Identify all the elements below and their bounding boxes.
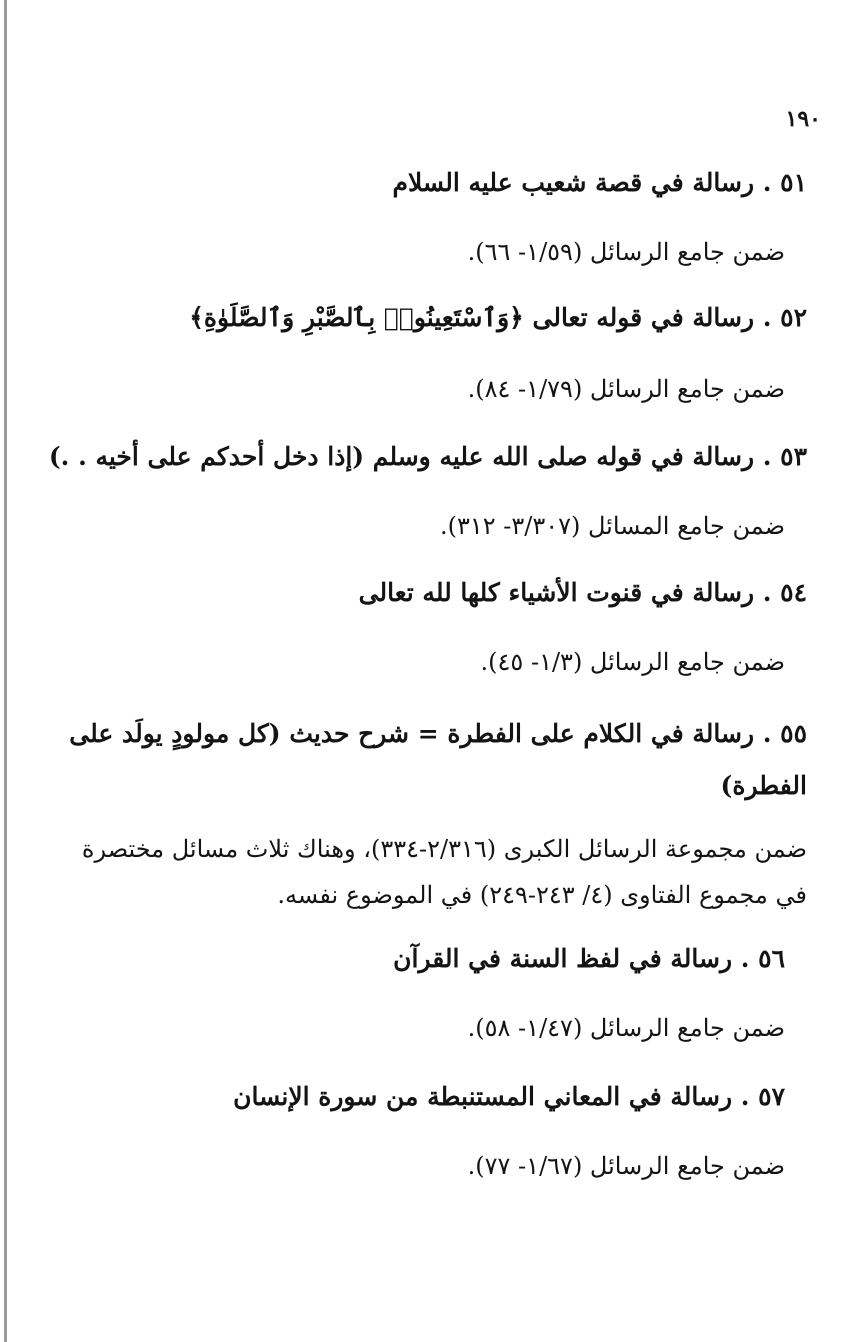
entry-51-title: ٥١ . رسالة في قصة شعيب عليه السلام <box>392 168 807 197</box>
entry-51-source: ضمن جامع الرسائل (١/٥٩- ٦٦). <box>467 238 785 266</box>
entry-57-source: ضمن جامع الرسائل (١/٦٧- ٧٧). <box>467 1152 785 1180</box>
entry-56-title: ٥٦ . رسالة في لفظ السنة في القرآن <box>393 944 785 973</box>
entry-53-source: ضمن جامع المسائل (٣/٣٠٧- ٣١٢). <box>439 512 785 540</box>
entry-52-title: ٥٢ . رسالة في قوله تعالى ﴿وَٱسْتَعِينُوا۟ بِٱلصَّبْرِ وَٱلصَّلَوٰةِ﴾ <box>189 303 807 332</box>
entry-57-title: ٥٧ . رسالة في المعاني المستنبطة من سورة الإنسان <box>233 1082 785 1111</box>
page-number: ١٩٠ <box>785 106 821 132</box>
entry-53-title: ٥٣ . رسالة في قوله صلى الله عليه وسلم (إذا دخل أحدكم على أخيه . .) <box>48 442 807 471</box>
entry-56-source: ضمن جامع الرسائل (١/٤٧- ٥٨). <box>467 1014 785 1042</box>
entry-54-title: ٥٤ . رسالة في قنوت الأشياء كلها لله تعالى <box>358 578 807 607</box>
page-edge-line <box>4 0 7 1342</box>
entry-54-source: ضمن جامع الرسائل (١/٣- ٤٥). <box>480 648 785 676</box>
entry-55-title: ٥٥ . رسالة في الكلام على الفطرة = شرح حديث (كل مولودٍ يولَد على الفطرة) <box>69 719 807 800</box>
entry-52-source: ضمن جامع الرسائل (١/٧٩- ٨٤). <box>467 375 785 403</box>
entry-55-source: ضمن مجموعة الرسائل الكبرى (٢/٣١٦-٣٣٤)، وهناك ثلاث مسائل مختصرة في مجموع الفتاوى (٤/ ٢٤٣-٢٤٩) في الموضوع نفسه. <box>81 835 807 909</box>
